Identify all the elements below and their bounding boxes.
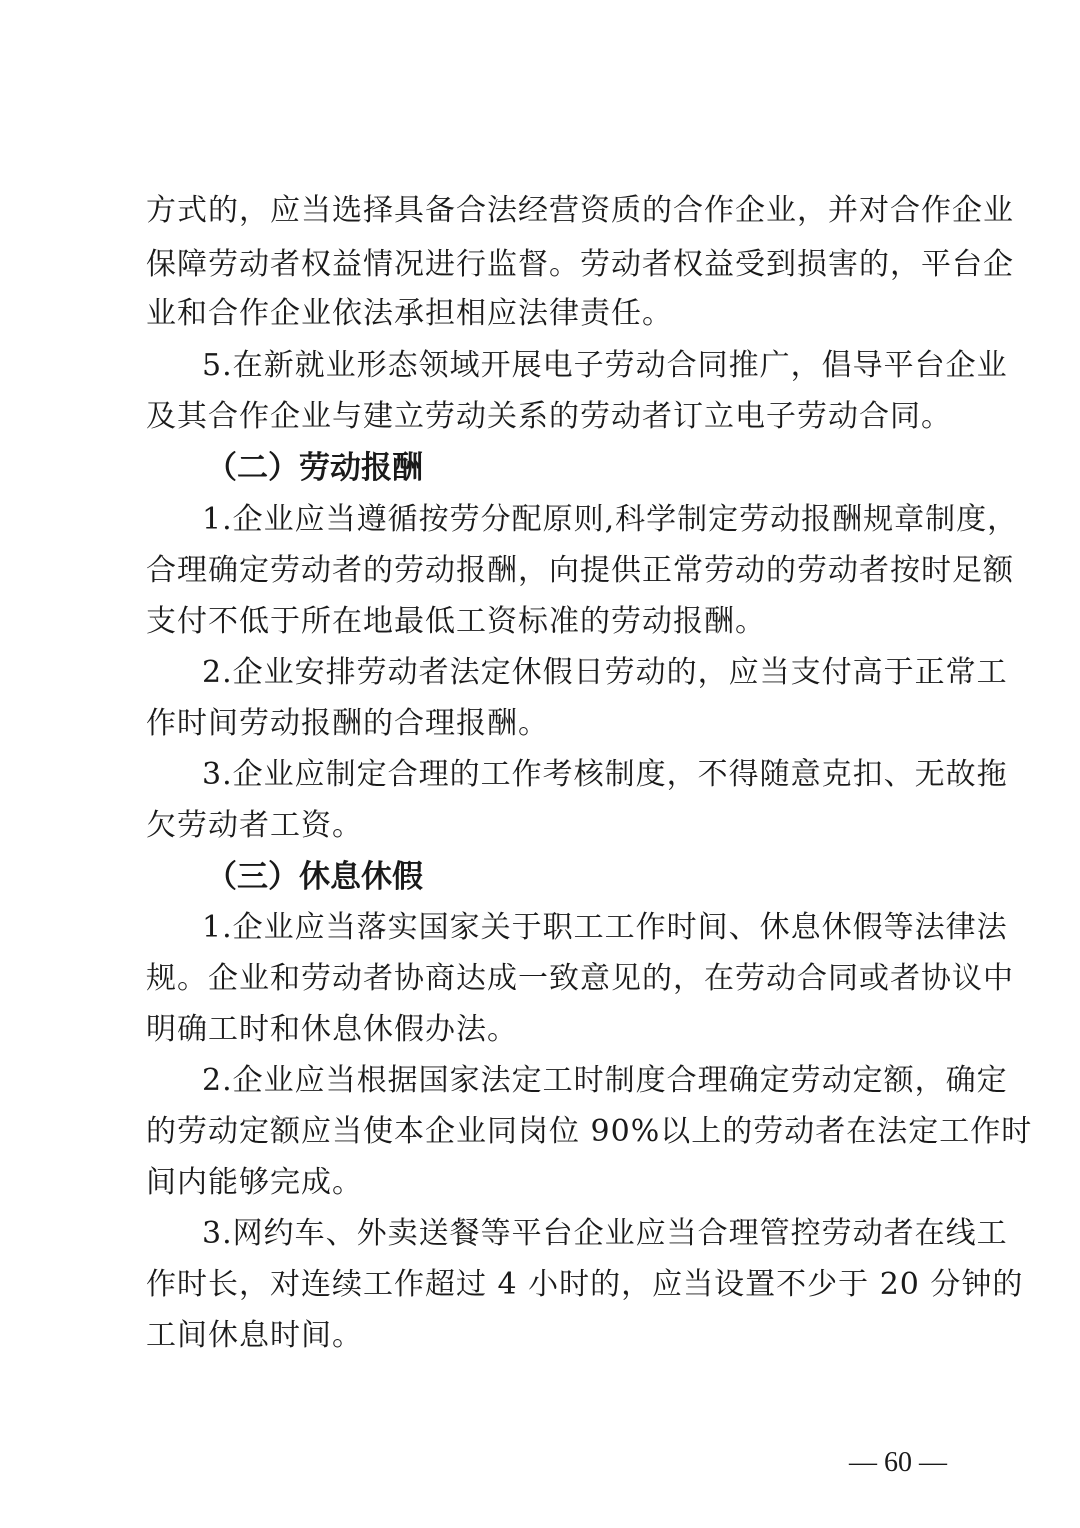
paragraph-line: 5.在新就业形态领域开展电子劳动合同推广，倡导平台企业: [202, 348, 1008, 383]
paragraph-line: 3.网约车、外卖送餐等平台企业应当合理管控劳动者在线工: [202, 1216, 1008, 1251]
paragraph-line: 欠劳动者工资。: [146, 808, 363, 843]
paragraph-line: 间内能够完成。: [146, 1165, 363, 1200]
paragraph-line: 的劳动定额应当使本企业同岗位 90%以上的劳动者在法定工作时: [146, 1114, 1033, 1149]
paragraph-line: 支付不低于所在地最低工资标准的劳动报酬。: [146, 604, 766, 639]
paragraph-line: 明确工时和休息休假办法。: [146, 1012, 518, 1047]
paragraph-line: 及其合作企业与建立劳动关系的劳动者订立电子劳动合同。: [146, 399, 952, 434]
paragraph-line: 合理确定劳动者的劳动报酬，向提供正常劳动的劳动者按时足额: [146, 553, 1014, 588]
page-number: — 60 —: [849, 1447, 947, 1478]
paragraph-line: 工间休息时间。: [146, 1318, 363, 1353]
paragraph-line: 2.企业应当根据国家法定工时制度合理确定劳动定额，确定: [202, 1063, 1008, 1098]
paragraph-line: 2.企业安排劳动者法定休假日劳动的，应当支付高于正常工: [202, 655, 1008, 690]
paragraph-line: 业和合作企业依法承担相应法律责任。: [146, 296, 673, 331]
section-heading: （二）劳动报酬: [206, 450, 423, 486]
paragraph-line: 3.企业应制定合理的工作考核制度，不得随意克扣、无故拖: [202, 757, 1008, 792]
paragraph-line: 保障劳动者权益情况进行监督。劳动者权益受到损害的，平台企: [146, 247, 1014, 282]
paragraph-line: 作时长，对连续工作超过 4 小时的，应当设置不少于 20 分钟的: [146, 1267, 1024, 1302]
paragraph-line: 1.企业应当遵循按劳分配原则,科学制定劳动报酬规章制度，: [202, 502, 1019, 537]
paragraph-line: 规。企业和劳动者协商达成一致意见的，在劳动合同或者协议中: [146, 961, 1014, 996]
section-heading: （三）休息休假: [206, 859, 423, 895]
paragraph-line: 1.企业应当落实国家关于职工工作时间、休息休假等法律法: [202, 910, 1008, 945]
paragraph-line: 方式的，应当选择具备合法经营资质的合作企业，并对合作企业: [146, 193, 1014, 228]
paragraph-line: 作时间劳动报酬的合理报酬。: [146, 706, 549, 741]
